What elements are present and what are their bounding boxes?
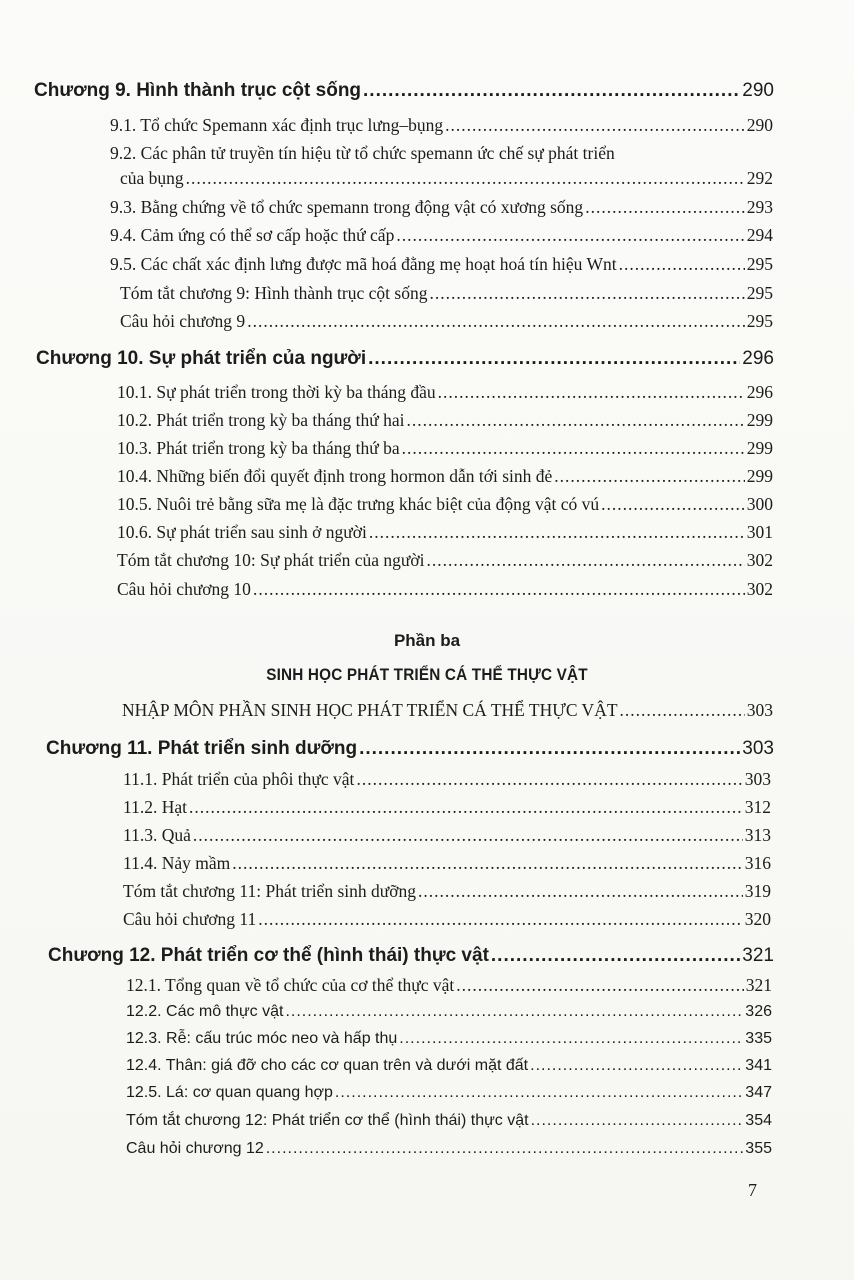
toc-entry	[117, 550, 773, 571]
part-label: Phần ba	[393, 631, 461, 650]
entry-label: của bụng	[120, 168, 184, 188]
toc-entry	[110, 115, 773, 136]
page-ref: 302	[746, 579, 773, 599]
dot-leader	[402, 438, 745, 459]
dot-leader	[491, 945, 740, 967]
entry-label: Câu hỏi chương 11	[123, 909, 257, 929]
toc-entry	[123, 853, 771, 874]
entry-label: Câu hỏi chương 9	[120, 311, 246, 331]
page-ref: 313	[744, 825, 771, 845]
page-ref: 295	[746, 254, 773, 274]
page-ref: 299	[746, 410, 773, 430]
chapter-12-entry	[48, 945, 774, 967]
dot-leader	[438, 382, 745, 403]
dot-leader	[285, 1003, 743, 1021]
toc-entry	[123, 881, 771, 902]
entry-label: 12.2. Các mô thực vật	[126, 1003, 284, 1020]
entry-label: 9.3. Bằng chứng về tổ chức spemann trong động vật có xương sống	[110, 197, 584, 217]
entry-label: 12.3. Rễ: cấu trúc móc neo và hấp thụ	[126, 1030, 398, 1047]
dot-leader	[253, 579, 745, 600]
dot-leader	[189, 797, 743, 818]
entry-label: Câu hỏi chương 10	[117, 579, 251, 599]
entry-label: 9.4. Cảm ứng có thể sơ cấp hoặc thứ cấp	[110, 225, 395, 245]
entry-label: 10.5. Nuôi trẻ bằng sữa mẹ là đặc trưng khác biệt của động vật có vú	[117, 494, 600, 514]
page-ref: 302	[746, 550, 773, 570]
dot-leader	[554, 466, 744, 487]
page-ref: 299	[746, 438, 773, 458]
page-ref: 303	[744, 769, 771, 789]
toc-entry	[117, 466, 773, 487]
dot-leader	[247, 311, 745, 332]
page-ref: 296	[742, 348, 774, 369]
dot-leader	[429, 283, 744, 304]
toc-entry	[123, 825, 771, 846]
toc-entry	[120, 168, 773, 189]
toc-entry	[117, 410, 773, 431]
dot-leader	[399, 1030, 743, 1048]
page-ref: 303	[746, 700, 773, 720]
entry-label: 12.5. Lá: cơ quan quang hợp	[126, 1084, 333, 1101]
part-intro-entry	[122, 700, 773, 721]
dot-leader	[396, 225, 744, 246]
entry-label: Câu hỏi chương 12	[126, 1140, 264, 1157]
toc-entry	[117, 522, 773, 543]
page-ref: 290	[746, 115, 773, 135]
toc-entry	[126, 975, 772, 996]
toc-entry	[110, 254, 773, 275]
dot-leader	[186, 168, 745, 189]
page-ref: 299	[746, 466, 773, 486]
toc-entry	[126, 1003, 772, 1021]
entry-label: 10.4. Những biến đổi quyết định trong hormon dẫn tới sinh đẻ	[117, 466, 553, 486]
chapter-title: Chương 9. Hình thành trục cột sống	[34, 80, 362, 101]
entry-label: Tóm tắt chương 12: Phát triển cơ thể (hình thái) thực vật	[126, 1112, 529, 1129]
toc-entry	[110, 225, 773, 246]
dot-leader	[232, 853, 743, 874]
toc-entry	[117, 382, 773, 403]
page-ref: 319	[744, 881, 771, 901]
page-ref: 335	[745, 1030, 772, 1047]
entry-label: 10.2. Phát triển trong kỳ ba tháng thứ hai	[117, 410, 405, 430]
entry-label: 11.1. Phát triển của phôi thực vật	[123, 769, 355, 789]
page-ref: 303	[742, 738, 774, 759]
page-ref: 312	[744, 797, 771, 817]
dot-leader	[335, 1084, 743, 1102]
page-ref: 290	[742, 80, 774, 101]
page-ref: 293	[746, 197, 773, 217]
dot-leader	[445, 115, 745, 136]
toc-entry	[120, 283, 773, 304]
dot-leader	[619, 254, 745, 275]
entry-label: 10.6. Sự phát triển sau sinh ở người	[117, 522, 367, 542]
entry-label-line1: 9.2. Các phân tử truyền tín hiệu từ tổ chức spemann ức chế sự phát triển	[110, 143, 615, 163]
entry-label: 9.5. Các chất xác định lưng được mã hoá đằng mẹ hoạt hoá tín hiệu Wnt	[110, 254, 617, 274]
entry-label: Tóm tắt chương 10: Sự phát triển của người	[117, 550, 425, 570]
page-ref: 300	[746, 494, 773, 514]
chapter-title: Chương 10. Sự phát triển của người	[36, 348, 367, 369]
part-title: SINH HỌC PHÁT TRIỂN CÁ THỂ THỰC VẬT	[266, 665, 588, 684]
entry-label: 12.4. Thân: giá đỡ cho các cơ quan trên và dưới mặt đất	[126, 1057, 529, 1074]
dot-leader	[530, 1057, 743, 1075]
entry-label: Tóm tắt chương 11: Phát triển sinh dưỡng	[123, 881, 416, 901]
entry-label: 9.1. Tổ chức Spemann xác định trục lưng–bụng	[110, 115, 444, 135]
page-ref: 321	[742, 945, 774, 966]
entry-label: 10.3. Phát triển trong kỳ ba tháng thứ ba	[117, 438, 400, 458]
entry-label: NHẬP MÔN PHẦN SINH HỌC PHÁT TRIỂN CÁ THỂ THỰC VẬT	[122, 700, 618, 720]
toc-entry	[126, 1057, 772, 1075]
entry-label: 11.2. Hạt	[123, 797, 187, 817]
page-ref: 316	[744, 853, 771, 873]
page-ref: 354	[745, 1112, 772, 1129]
page-ref: 355	[745, 1140, 772, 1157]
chapter-10-entry	[36, 348, 774, 370]
dot-leader	[407, 410, 745, 431]
chapter-title: Chương 11. Phát triển sinh dưỡng	[46, 738, 358, 759]
chapter-11-entry	[46, 738, 774, 760]
dot-leader	[620, 700, 745, 721]
entry-label: Tóm tắt chương 9: Hình thành trục cột sống	[120, 283, 428, 303]
page-ref: 292	[746, 168, 773, 188]
toc-entry	[120, 311, 773, 332]
toc-entry	[126, 1140, 772, 1158]
dot-leader	[368, 348, 740, 370]
page-number: 7	[748, 1180, 757, 1200]
toc-entry	[110, 197, 773, 218]
dot-leader	[193, 825, 743, 846]
dot-leader	[258, 909, 742, 930]
dot-leader	[369, 522, 745, 543]
dot-leader	[363, 80, 740, 102]
toc-entry	[117, 438, 773, 459]
toc-entry	[123, 797, 771, 818]
toc-entry	[117, 494, 773, 515]
page-ref: 347	[745, 1084, 772, 1101]
page-ref: 295	[746, 311, 773, 331]
toc-entry	[126, 1030, 772, 1048]
dot-leader	[585, 197, 745, 218]
page-ref: 296	[746, 382, 773, 402]
page-ref: 321	[745, 975, 772, 995]
toc-entry	[126, 1084, 772, 1102]
entry-label: 10.1. Sự phát triển trong thời kỳ ba tháng đầu	[117, 382, 436, 402]
dot-leader	[356, 769, 742, 790]
toc-entry	[126, 1112, 772, 1130]
entry-label: 12.1. Tổng quan về tổ chức của cơ thể thực vật	[126, 975, 455, 995]
dot-leader	[359, 738, 740, 760]
page-ref: 341	[745, 1057, 772, 1074]
dot-leader	[418, 881, 743, 902]
entry-label: 11.4. Nảy mầm	[123, 853, 231, 873]
dot-leader	[531, 1112, 744, 1130]
page-ref: 326	[745, 1003, 772, 1020]
page-ref: 320	[744, 909, 771, 929]
page-ref: 294	[746, 225, 773, 245]
toc-entry	[123, 769, 771, 790]
toc-entry	[123, 909, 771, 930]
dot-leader	[601, 494, 745, 515]
dot-leader	[426, 550, 744, 571]
chapter-9-entry	[34, 80, 774, 102]
page-ref: 295	[746, 283, 773, 303]
dot-leader	[266, 1140, 744, 1158]
entry-label: 11.3. Quả	[123, 825, 191, 845]
toc-entry	[117, 579, 773, 600]
page-ref: 301	[746, 522, 773, 542]
dot-leader	[456, 975, 744, 996]
chapter-title: Chương 12. Phát triển cơ thể (hình thái) thực vật	[48, 945, 489, 966]
